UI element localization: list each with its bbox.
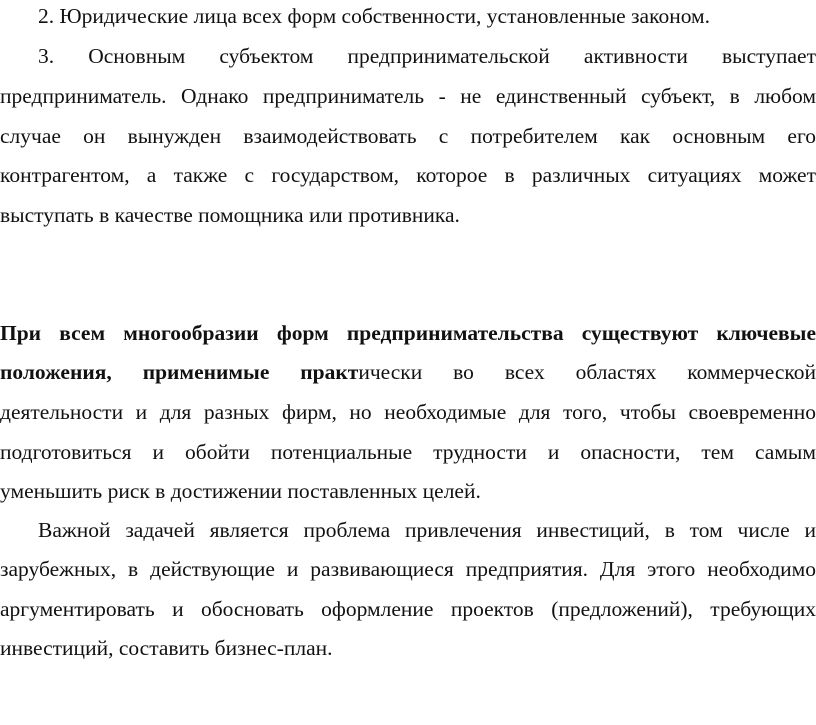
key-points-line-2-rest: ически во всех областях коммерческой [358, 360, 816, 384]
list-item-3-line-3: случае он вынужден взаимодействовать с потребителем как основным его [0, 124, 816, 148]
key-points-line-2 [0, 360, 816, 384]
list-item-3-line-1: 3. Основным субъектом предпринимательской активности выступает [38, 44, 816, 68]
key-points-line-5: уменьшить риск в достижении поставленных целей. [0, 479, 481, 503]
list-item-3-line-2: предприниматель. Однако предприниматель - не единственный субъект, в любом [0, 84, 816, 108]
investment-line-4: инвестиций, составить бизнес-план. [0, 636, 333, 660]
list-item-3-line-5: выступать в качестве помощника или противника. [0, 203, 460, 227]
investment-line-3: аргументировать и обосновать оформление проектов (предложений), требующих [0, 597, 816, 621]
key-points-line-1: При всем многообразии форм предпринимательства существуют ключевые [0, 321, 816, 345]
list-item-2-line-1: 2. Юридические лица всех форм собственности, установленные законом. [38, 4, 711, 28]
list-item-3-line-4: контрагентом, а также с государством, которое в различных ситуациях может [0, 163, 816, 187]
investment-line-2: зарубежных, в действующие и развивающиеся предприятия. Для этого необходимо [0, 557, 816, 581]
investment-line-1: Важной задачей является проблема привлечения инвестиций, в том числе и [38, 518, 816, 542]
key-points-line-3: деятельности и для разных фирм, но необходимые для того, чтобы своевременно [0, 400, 816, 424]
key-points-line-4: подготовиться и обойти потенциальные трудности и опасности, тем самым [0, 440, 816, 464]
key-points-line-2-bold: положения, применимые практ [0, 360, 359, 384]
